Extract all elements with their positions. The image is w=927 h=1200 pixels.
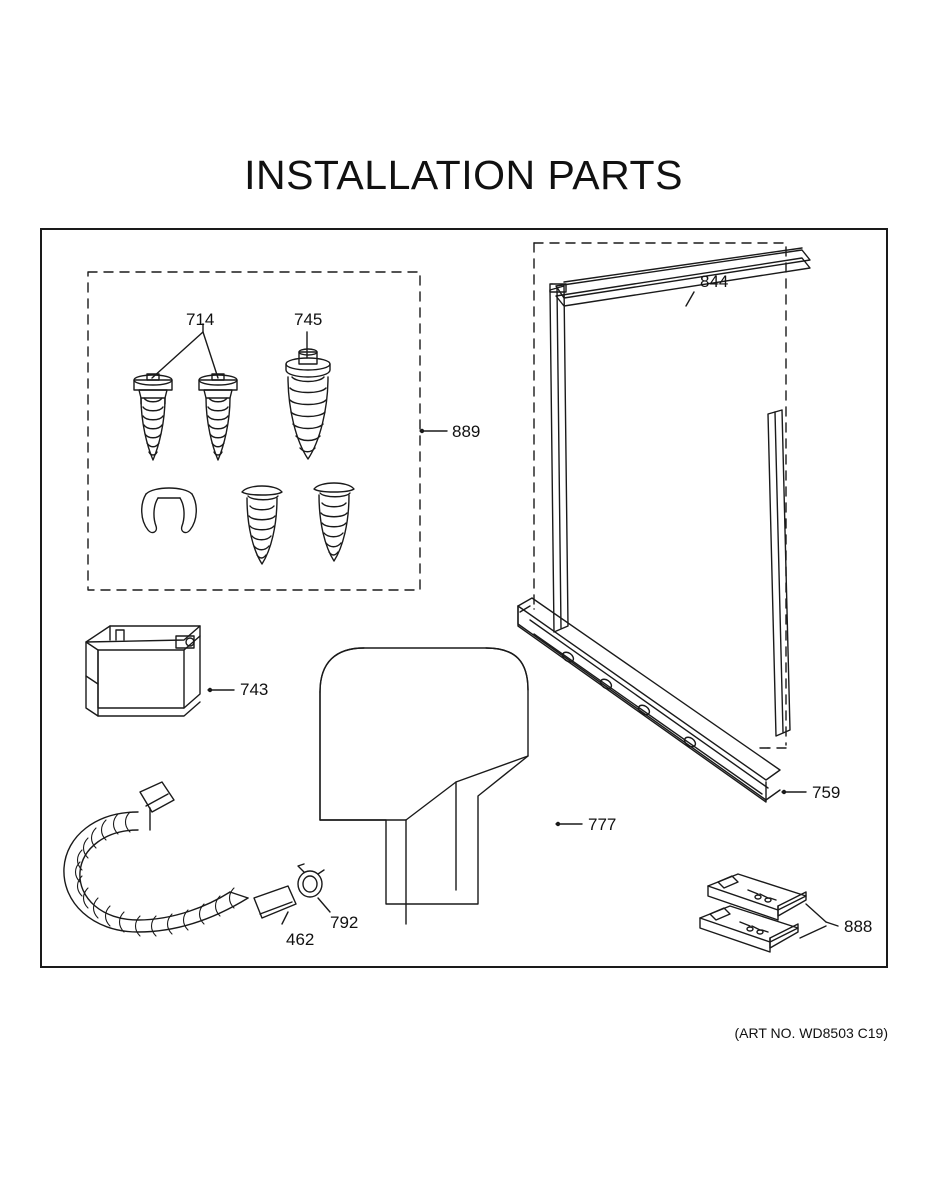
callout-743: 743: [240, 680, 269, 699]
callout-844: 844: [700, 272, 729, 291]
art-number: (ART NO. WD8503 C19): [734, 1025, 888, 1041]
callout-745: 745: [294, 310, 323, 329]
page-title: INSTALLATION PARTS: [244, 152, 683, 198]
callout-777: 777: [588, 815, 617, 834]
callout-888: 888: [844, 917, 873, 936]
callout-792: 792: [330, 913, 359, 932]
diagram-frame: [40, 228, 888, 968]
callout-759: 759: [812, 783, 841, 802]
callout-714: 714: [186, 310, 215, 329]
callout-889: 889: [452, 422, 481, 441]
callout-462: 462: [286, 930, 315, 949]
